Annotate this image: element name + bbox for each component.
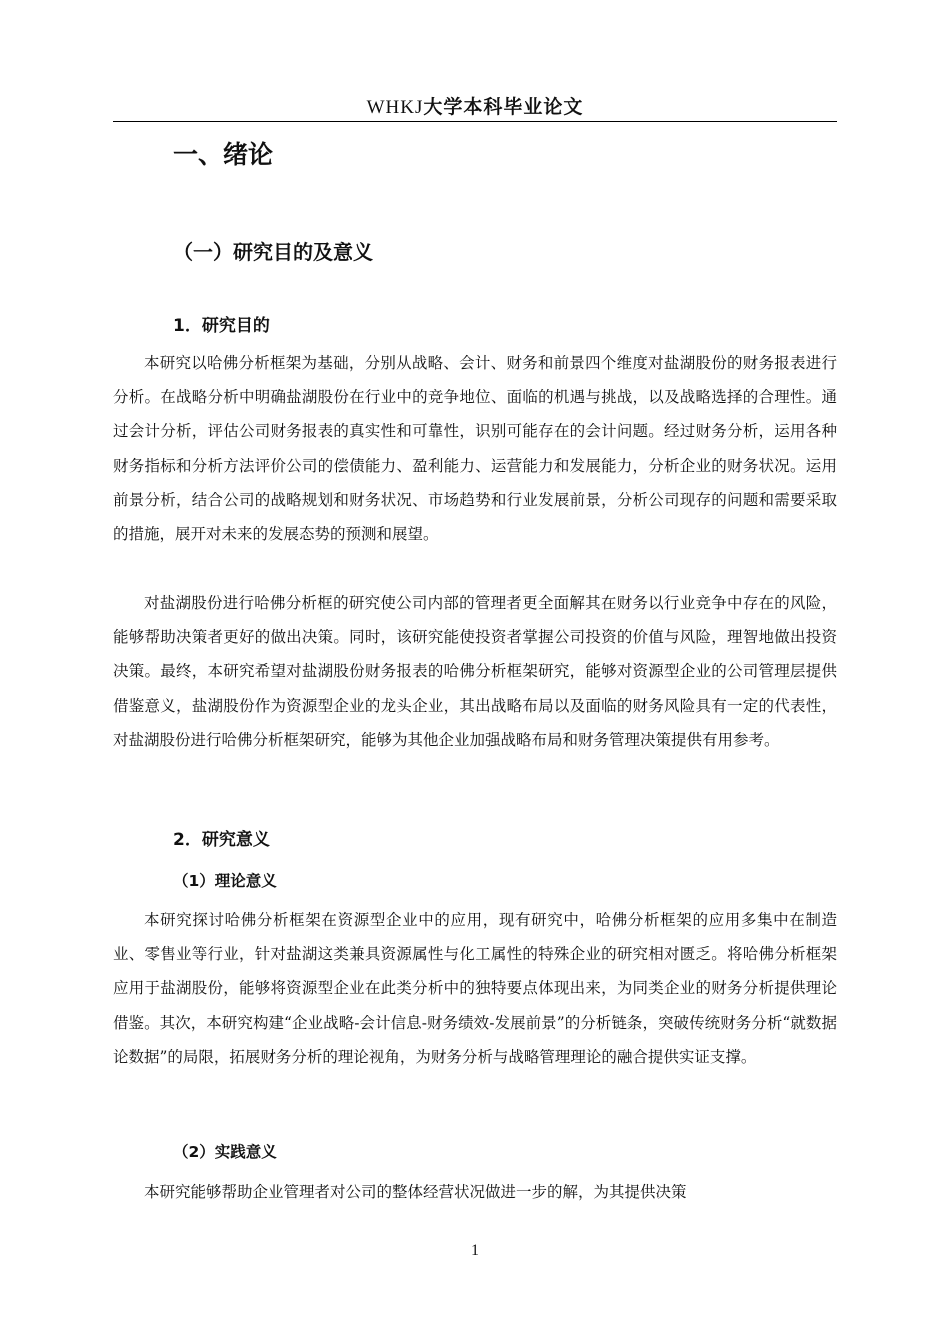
practice-significance-title: （2）实践意义 (173, 1143, 277, 1161)
subsection-title-significance: 2．研究意义 (173, 830, 270, 850)
paragraph-purpose-2: 对盐湖股份进行哈佛分析框的研究使公司内部的管理者更全面解其在财务以行业竞争中存在的风险，能够帮助决策者更好的做出决策。同时，该研究能使投资者掌握公司投资的价值与风险，理智地做出投资决策。最终，本研究希望对盐湖股份财务报表的哈佛分析框架研究，能够对资源型企业的公司管理层提供借鉴意义，盐湖股份作为资源型企业的龙头企业，其出战略布局以及面临的财务风险具有一定的代表性，对盐湖股份进行哈佛分析框架研究，能够为其他企业加强战略布局和财务管理决策提供有用参考。 (113, 594, 837, 749)
paragraph-practice: 本研究能够帮助企业管理者对公司的整体经营状况做进一步的解，为其提供决策 (144, 1183, 687, 1201)
header-school-code: WHKJ (366, 97, 424, 118)
page-number: 1 (471, 1242, 479, 1259)
theory-significance-title: （1）理论意义 (173, 872, 277, 890)
paragraph-purpose-1: 本研究以哈佛分析框架为基础，分别从战略、会计、财务和前景四个维度对盐湖股份的财务报表进行分析。在战略分析中明确盐湖股份在行业中的竞争地位、面临的机遇与挑战，以及战略选择的合理性。通过会计分析，评估公司财务报表的真实性和可靠性，识别可能存在的会计问题。经过财务分析，运用各种财务指标和分析方法评价公司的偿债能力、盈利能力、运营能力和发展能力，分析企业的财务状况。运用前景分析，结合公司的战略规划和财务状况、市场趋势和行业发展前景，分析公司现存的问题和需要采取的措施，展开对未来的发展态势的预测和展望。 (113, 354, 837, 544)
header-title: 大学本科毕业论文 (423, 96, 584, 118)
section-title: （一）研究目的及意义 (173, 240, 373, 264)
header-rule (113, 121, 837, 122)
page-header (113, 94, 837, 120)
chapter-title: 一、绪论 (173, 140, 274, 169)
subsection-title-purpose: 1．研究目的 (173, 316, 270, 336)
paragraph-theory: 本研究探讨哈佛分析框架在资源型企业中的应用，现有研究中，哈佛分析框架的应用多集中在制造业、零售业等行业，针对盐湖这类兼具资源属性与化工属性的特殊企业的研究相对匮乏。将哈佛分析框架应用于盐湖股份，能够将资源型企业在此类分析中的独特要点体现出来，为同类企业的财务分析提供理论借鉴。其次，本研究构建“企业战略-会计信息-财务绩效-发展前景”的分析链条，突破传统财务分析“就数据论数据”的局限，拓展财务分析的理论视角，为财务分析与战略管理理论的融合提供实证支撑。 (113, 911, 837, 1066)
